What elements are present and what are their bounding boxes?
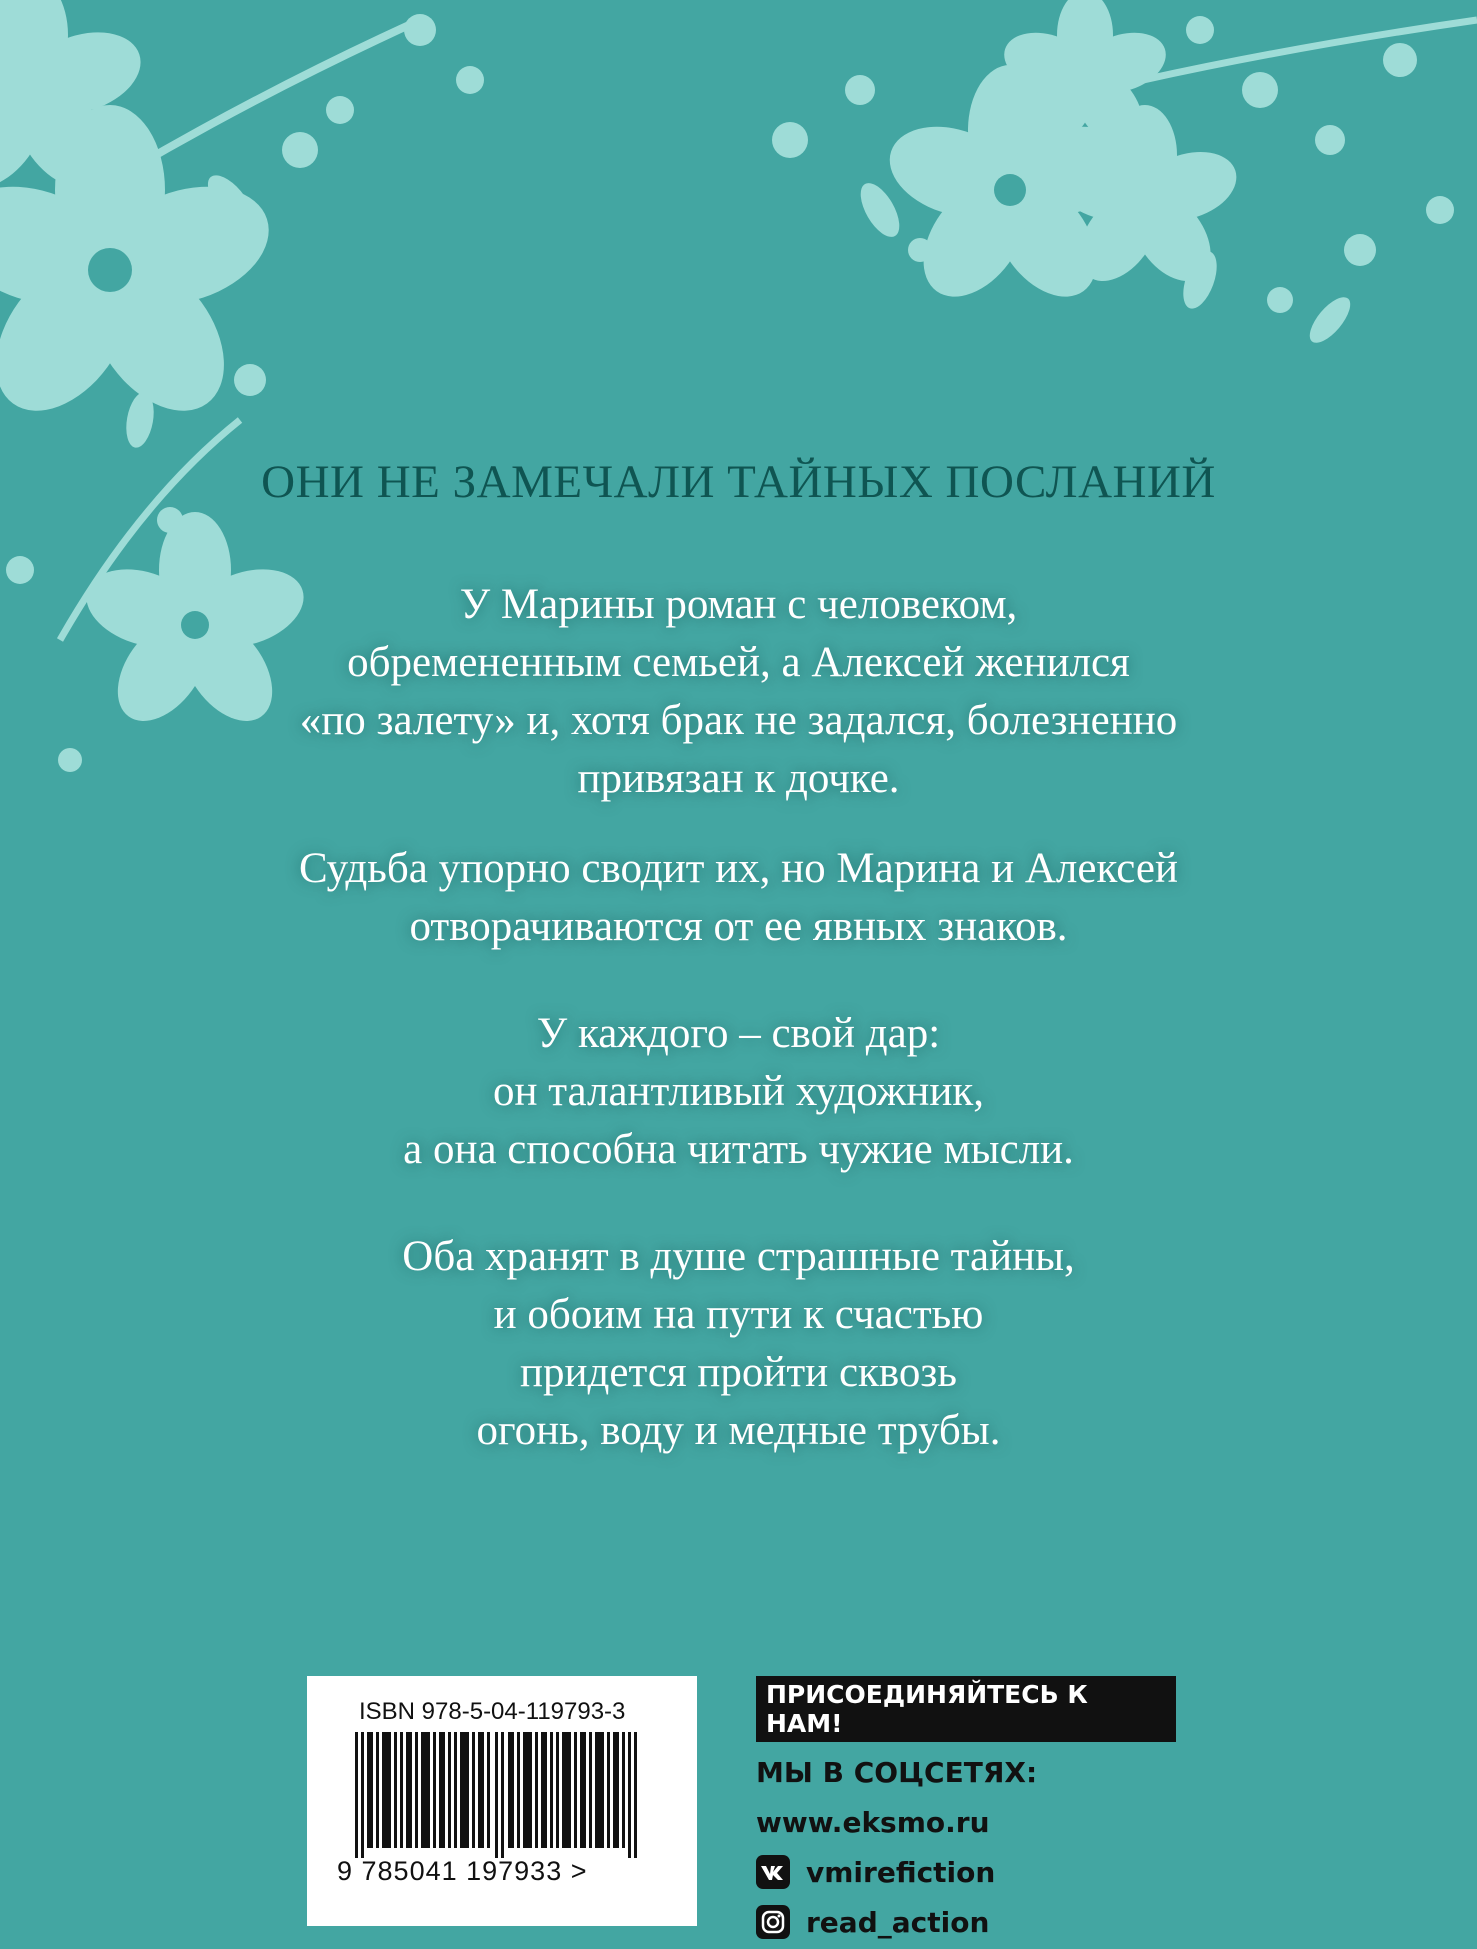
paragraph-line: Судьба упорно сводит их, но Марина и Алексей (298, 845, 1178, 892)
barcode-digits: 9 785041 197933 > (337, 1856, 588, 1886)
paragraph-line: он талантливый художник, (492, 1068, 985, 1115)
paragraph-1 (150, 576, 1327, 808)
headline: ОНИ НЕ ЗАМЕЧАЛИ ТАЙНЫХ ПОСЛАНИЙ (261, 456, 1216, 508)
social-block (756, 1676, 1176, 1942)
paragraph-4 (150, 1228, 1327, 1460)
vk-icon (756, 1855, 790, 1889)
paragraph-line: «по залету» и, хотя брак не задался, болезненно (299, 697, 1178, 744)
paragraph-3 (150, 1005, 1327, 1179)
instagram-icon (756, 1905, 790, 1939)
join-banner: ПРИСОЕДИНЯЙТЕСЬ К НАМ! (756, 1676, 1176, 1742)
isbn-barcode-box (307, 1676, 697, 1926)
paragraph-line: а она способна читать чужие мысли. (403, 1126, 1074, 1173)
vk-link[interactable] (756, 1852, 1176, 1892)
paragraph-line: и обоим на пути к счастью (493, 1291, 984, 1338)
networks-label: МЫ В СОЦСЕТЯХ: (756, 1755, 1038, 1789)
paragraph-line: обремененным семьей, а Алексей женился (347, 639, 1130, 686)
paragraph-2 (150, 840, 1327, 956)
paragraph-line: У Марины роман с человеком, (459, 581, 1018, 628)
paragraph-line: отворачиваются от ее явных знаков. (409, 903, 1068, 950)
isbn-label: ISBN 978-5-04-119793-3 (359, 1698, 626, 1725)
website-link[interactable]: www.eksmo.ru (756, 1805, 990, 1839)
paragraph-line: придется пройти сквозь (519, 1349, 958, 1396)
instagram-handle: read_action (806, 1905, 990, 1939)
paragraph-line: огонь, воду и медные трубы. (476, 1407, 1001, 1454)
vk-handle: vmirefiction (806, 1855, 996, 1889)
barcode (355, 1732, 655, 1858)
instagram-link[interactable] (756, 1902, 1176, 1942)
paragraph-line: Оба хранят в душе страшные тайны, (402, 1233, 1075, 1280)
paragraph-line: У каждого – свой дар: (536, 1010, 941, 1057)
paragraph-line: привязан к дочке. (577, 755, 900, 802)
